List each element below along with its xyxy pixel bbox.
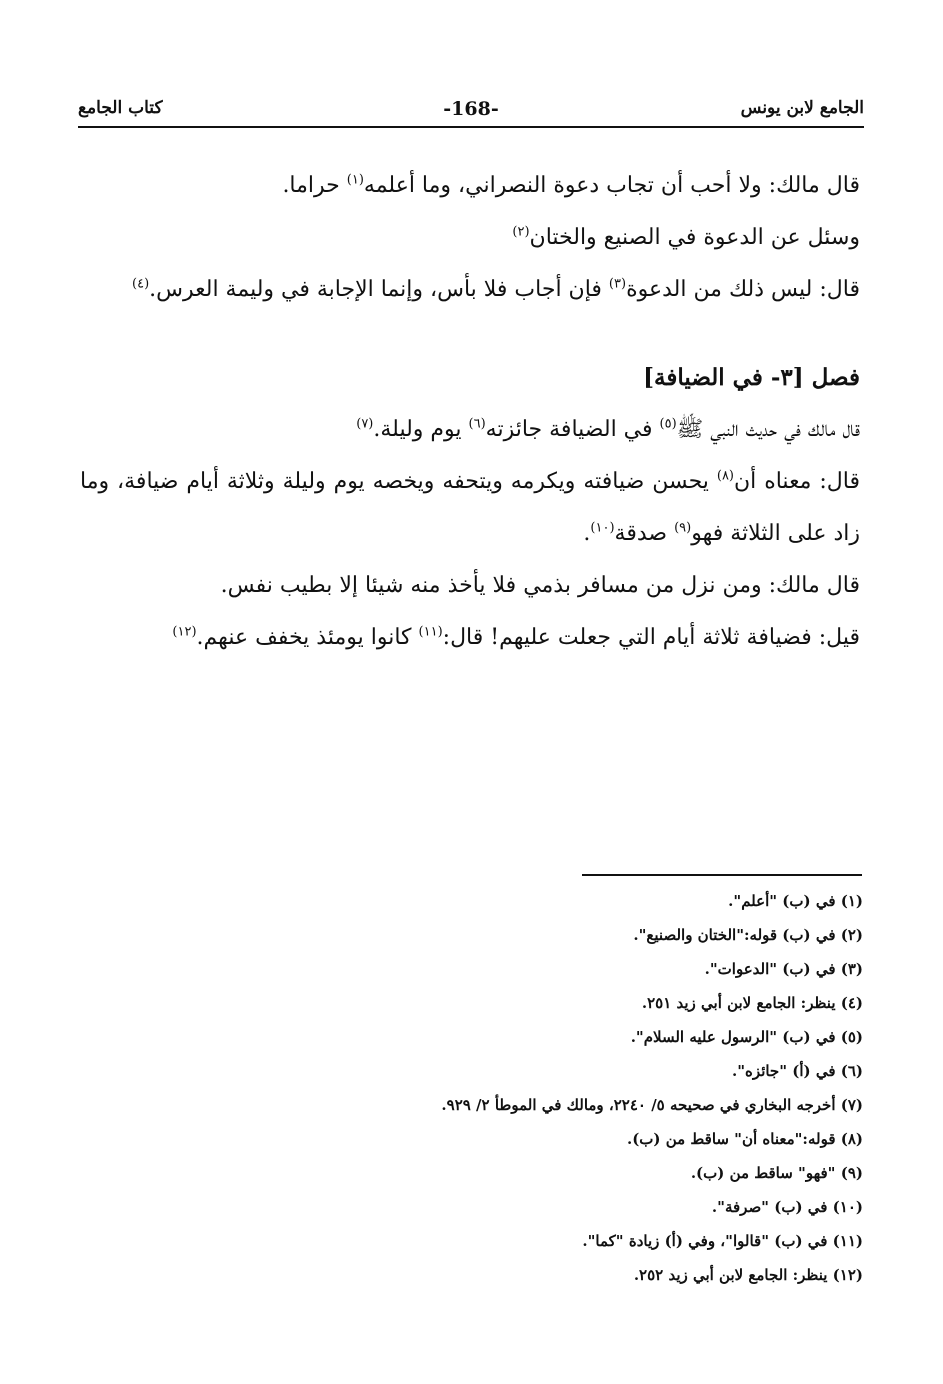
section-heading: فصل [٣- في الضيافة] — [643, 364, 860, 391]
paragraph-text: قال مالك: ومن نزل من مسافر بذمي فلا يأخذ منه شيئا إلا بطيب نفس. — [220, 573, 860, 598]
footnote-item: (٣) في (ب) "الدعوات". — [704, 960, 863, 978]
footnote-marker: (٨) — [716, 468, 734, 484]
paragraph-text: يحسن ضيافته ويكرمه ويتحفه ويخصه يوم وليلة وثلاثة أيام ضيافة، وما زاد على الثلاثة فهو — [80, 469, 860, 546]
footnote-marker: (٦) — [468, 416, 486, 432]
paragraph-text: حراما. — [282, 173, 347, 198]
paragraph-text: قيل: فضيافة ثلاثة أيام التي جعلت عليهم! قال: — [442, 625, 860, 650]
paragraph-text: قال مالك في حديث النبي ﷺ — [676, 417, 860, 442]
footnote-rule — [582, 874, 862, 876]
paragraph-text: قال: معناه أن — [734, 469, 861, 494]
footnote-marker: (٩) — [674, 520, 692, 536]
paragraph — [80, 264, 860, 316]
footnote-item: (٩) "فهو" ساقط من (ب). — [690, 1164, 863, 1182]
footnote-item: (٧) أخرجه البخاري في صحيحه ٥/ ٢٢٤٠، ومالك في الموطأ ٢/ ٩٢٩. — [441, 1096, 863, 1114]
paragraph-text: كانوا يومئذ يخفف عنهم. — [196, 625, 419, 650]
footnote-marker: (١) — [346, 172, 364, 188]
paragraph-text: وسئل عن الدعوة في الصنيع والختان — [529, 225, 860, 250]
footnote-marker: (٤) — [132, 276, 150, 292]
paragraph — [80, 612, 860, 664]
paragraph-text: يوم وليلة. — [373, 417, 469, 442]
running-header — [78, 98, 864, 128]
paragraph-text: في الضيافة جائزته — [485, 417, 660, 442]
header-rule — [78, 126, 864, 128]
footnote-item: (٤) ينظر: الجامع لابن أبي زيد ٢٥١. — [641, 994, 863, 1012]
page-number: -168- — [443, 98, 499, 120]
paragraph-group-intro — [80, 160, 860, 316]
footnote-marker: (٣) — [608, 276, 627, 292]
paragraph-group-section — [80, 404, 860, 664]
footnote-marker: (٥) — [659, 416, 677, 432]
header-book-title: الجامع لابن يونس — [740, 98, 864, 118]
footnote-item: (١) في (ب) "أعلم". — [728, 892, 863, 910]
footnote-item: (١٠) في (ب) "صرفة". — [711, 1198, 863, 1216]
paragraph — [80, 160, 860, 212]
header-chapter-title: كتاب الجامع — [78, 98, 163, 118]
paragraph — [80, 404, 860, 456]
footnote-marker: (٢) — [512, 224, 530, 240]
footnote-item: (٦) في (أ) "جائزه". — [732, 1062, 863, 1080]
footnote-item: (١٢) ينظر: الجامع لابن أبي زيد ٢٥٢. — [633, 1266, 863, 1284]
main-text — [80, 160, 860, 664]
paragraph-text: . — [583, 521, 591, 546]
footnote-item: (٥) في (ب) "الرسول عليه السلام". — [630, 1028, 863, 1046]
paragraph-text: قال: ليس ذلك من الدعوة — [626, 277, 860, 302]
footnotes-list — [163, 884, 863, 1292]
footnote-marker: (١٢) — [172, 624, 197, 640]
footnote-item: (١١) في (ب) "قالوا"، وفي (أ) زيادة "كما". — [582, 1232, 863, 1250]
footnote-item: (٢) في (ب) قوله:"الختان والصنيع". — [633, 926, 863, 944]
paragraph-text: قال مالك: ولا أحب أن تجاب دعوة النصراني، وما أعلمه — [363, 173, 860, 198]
footnote-marker: (١٠) — [590, 520, 615, 536]
paragraph — [80, 560, 860, 612]
paragraph — [80, 456, 860, 560]
paragraph-text: فإن أجاب فلا بأس، وإنما الإجابة في وليمة العرس. — [149, 277, 609, 302]
footnote-item: (٨) قوله:"معناه أن" ساقط من (ب). — [626, 1130, 863, 1148]
footnote-marker: (١١) — [418, 624, 443, 640]
footnote-marker: (٧) — [356, 416, 374, 432]
paragraph — [80, 212, 860, 264]
paragraph-text: صدقة — [614, 521, 675, 546]
